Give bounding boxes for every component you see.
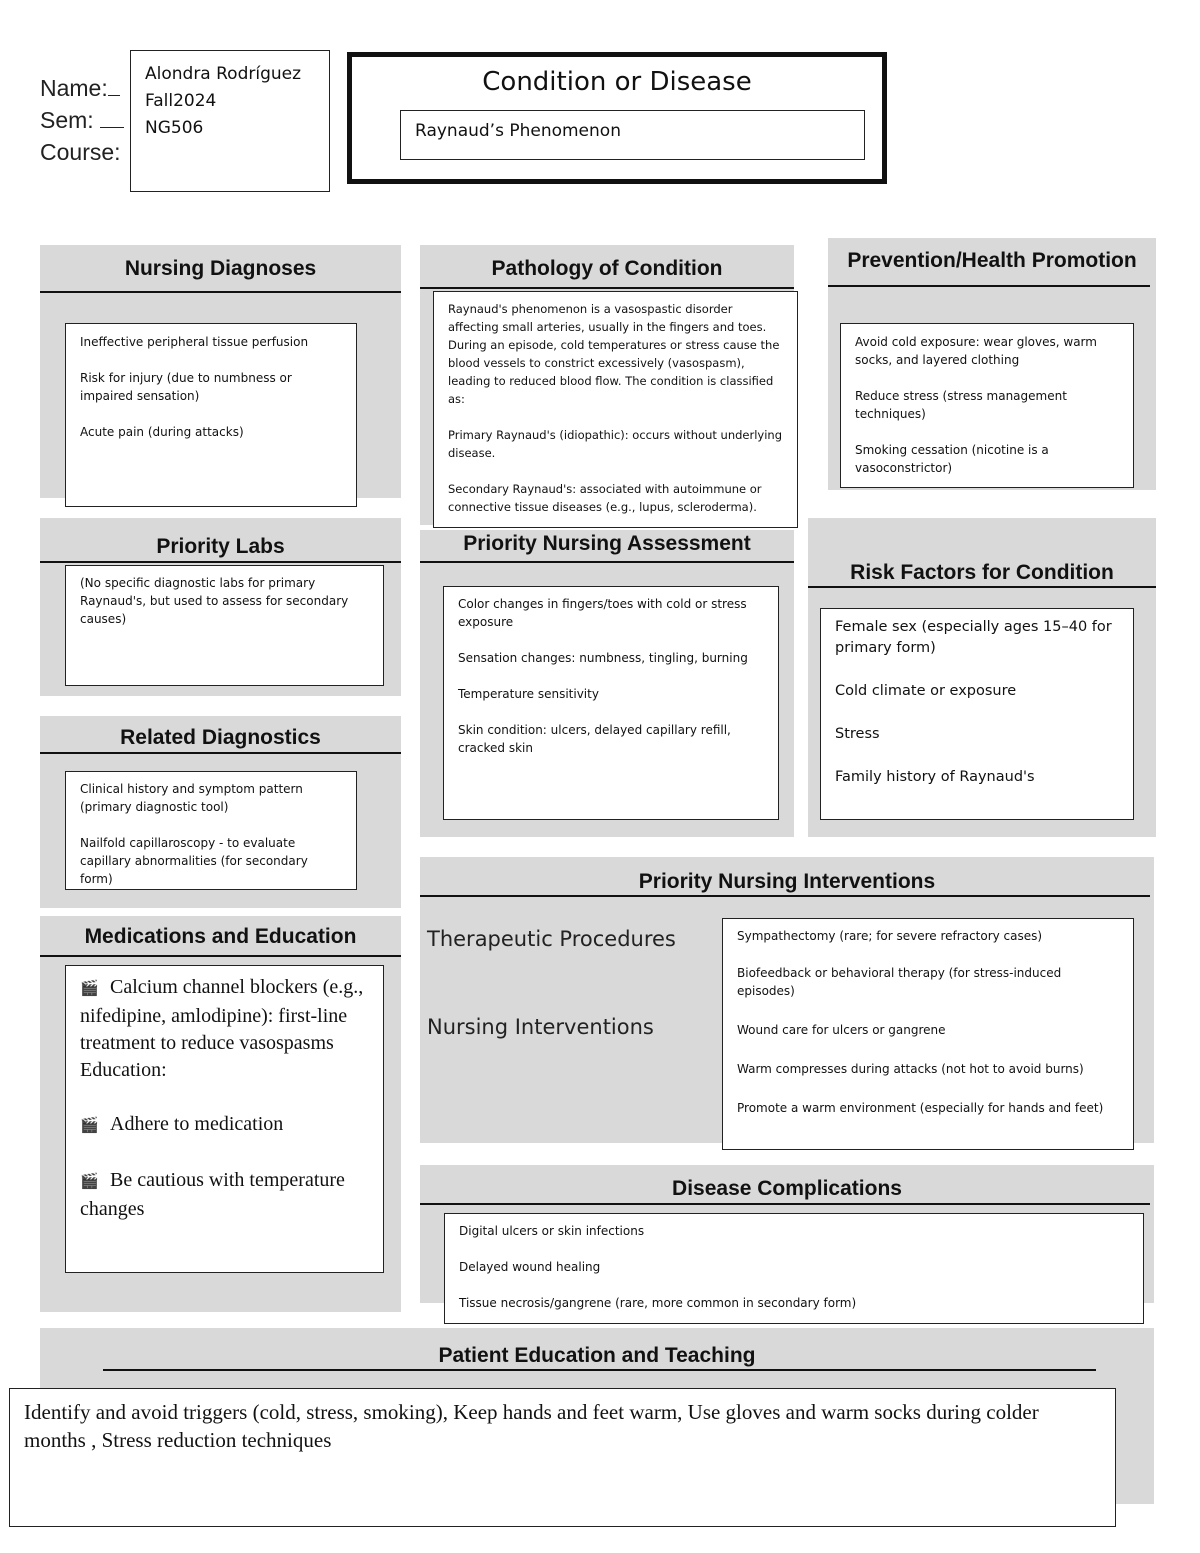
- student-name: Alondra Rodríguez: [145, 64, 302, 84]
- list-item: Raynaud's phenomenon is a vasospastic disorder affecting small arteries, usually in the fingers and toes. During an episode, cold temperatures or stress cause the blood vessels to constrict excessively (vasospasm), leading to reduced blood flow. The condition is classified as:: [448, 302, 780, 406]
- course-value: NG506: [145, 118, 204, 138]
- list-item: Stress: [835, 726, 880, 742]
- assessment-box: [443, 586, 779, 820]
- sem-label: Sem:: [40, 104, 124, 136]
- education-item: 🎬 Be cautious with temperature changes: [80, 1169, 345, 1220]
- list-item: Avoid cold exposure: wear gloves, warm socks, and layered clothing: [855, 335, 1097, 367]
- list-item: Sympathectomy (rare; for severe refractory cases): [737, 929, 1043, 943]
- header-labels: [40, 72, 124, 168]
- list-item: (No specific diagnostic labs for primary Raynaud's, but used to assess for secondary causes): [80, 576, 349, 626]
- list-item: Family history of Raynaud's: [835, 769, 1035, 785]
- divider: [40, 955, 401, 957]
- divider: [40, 752, 401, 754]
- pathology-title: Pathology of Condition: [491, 257, 723, 280]
- condition-box: [347, 52, 887, 184]
- list-item: Female sex (especially ages 15–40 for primary form): [835, 619, 1112, 656]
- risk-factors-box: [820, 608, 1134, 820]
- clapperboard-icon: 🎬: [80, 1118, 99, 1134]
- divider: [420, 1203, 1150, 1205]
- list-item: Skin condition: ulcers, delayed capillary refill, cracked skin: [458, 723, 731, 755]
- course-label: Course:: [40, 139, 121, 165]
- condition-value: Raynaud’s Phenomenon: [400, 110, 865, 160]
- semester-value: Fall2024: [145, 91, 217, 111]
- list-item: Promote a warm environment (especially for hands and feet): [737, 1101, 1104, 1115]
- medications-box: [65, 965, 384, 1273]
- list-item: Secondary Raynaud's: associated with autoimmune or connective tissue diseases (e.g., lupus, scleroderma).: [448, 482, 762, 514]
- medication-item: 🎬 Calcium channel blockers (e.g., nifedipine, amlodipine): first-line treatment to reduce vasospasms: [80, 976, 364, 1054]
- list-item: Smoking cessation (nicotine is a vasoconstrictor): [855, 443, 1049, 475]
- education-label: Education:: [80, 1059, 167, 1081]
- related-diagnostics-title: Related Diagnostics: [120, 726, 321, 749]
- patient-education-text: Identify and avoid triggers (cold, stress, smoking), Keep hands and feet warm, Use gloves and warm socks during colder months , Stress reduction techniques: [24, 1400, 1039, 1452]
- list-item: Delayed wound healing: [459, 1260, 601, 1274]
- interventions-box: [722, 918, 1134, 1150]
- list-item: Digital ulcers or skin infections: [459, 1224, 645, 1238]
- list-item: Risk for injury (due to numbness or impaired sensation): [80, 371, 292, 403]
- risk-factors-title: Risk Factors for Condition: [850, 561, 1114, 584]
- student-info-box: [130, 50, 330, 192]
- clapperboard-icon: 🎬: [80, 981, 99, 997]
- education-item: 🎬 Adhere to medication: [80, 1111, 369, 1140]
- divider: [40, 291, 401, 293]
- divider: [103, 1369, 1096, 1371]
- list-item: Biofeedback or behavioral therapy (for stress-induced episodes): [737, 966, 1062, 998]
- patient-education-title: Patient Education and Teaching: [438, 1344, 756, 1367]
- condition-title: Condition or Disease: [482, 67, 752, 97]
- list-item: Acute pain (during attacks): [80, 425, 244, 439]
- list-item: Clinical history and symptom pattern (primary diagnostic tool): [80, 782, 303, 814]
- divider: [420, 287, 794, 289]
- prevention-title: Prevention/Health Promotion: [847, 249, 1137, 272]
- prevention-box: [840, 323, 1134, 488]
- list-item: Sensation changes: numbness, tingling, burning: [458, 651, 748, 665]
- list-item: Nailfold capillaroscopy - to evaluate capillary abnormalities (for secondary form): [80, 836, 308, 886]
- interventions-title: Priority Nursing Interventions: [638, 870, 936, 893]
- list-item: Reduce stress (stress management techniques): [855, 389, 1067, 421]
- complications-title: Disease Complications: [672, 1177, 902, 1200]
- nursing-diagnoses-box: [65, 323, 357, 507]
- divider: [828, 285, 1150, 287]
- nursing-interventions-label: Nursing Interventions: [427, 1015, 654, 1039]
- priority-labs-box: [65, 565, 384, 686]
- name-label: Name:: [40, 72, 124, 104]
- assessment-title: Priority Nursing Assessment: [463, 532, 751, 555]
- clapperboard-icon: 🎬: [80, 1174, 99, 1190]
- patient-education-box: [9, 1388, 1116, 1527]
- pathology-box: [433, 291, 798, 528]
- medications-title: Medications and Education: [84, 925, 357, 948]
- list-item: Color changes in fingers/toes with cold or stress exposure: [458, 597, 747, 629]
- list-item: Cold climate or exposure: [835, 683, 1017, 699]
- list-item: Temperature sensitivity: [458, 687, 599, 701]
- therapeutic-procedures-label: Therapeutic Procedures: [427, 927, 676, 951]
- list-item: Ineffective peripheral tissue perfusion: [80, 335, 309, 349]
- list-item: Warm compresses during attacks (not hot to avoid burns): [737, 1062, 1084, 1076]
- divider: [40, 561, 401, 563]
- complications-box: [444, 1213, 1144, 1324]
- list-item: Tissue necrosis/gangrene (rare, more common in secondary form): [459, 1296, 857, 1310]
- divider: [420, 895, 1150, 897]
- nursing-diagnoses-title: Nursing Diagnoses: [124, 257, 317, 280]
- priority-labs-title: Priority Labs: [156, 535, 285, 558]
- list-item: Primary Raynaud's (idiopathic): occurs without underlying disease.: [448, 428, 783, 460]
- related-diagnostics-box: [65, 771, 357, 890]
- divider: [808, 586, 1156, 588]
- list-item: Wound care for ulcers or gangrene: [737, 1023, 946, 1037]
- divider: [420, 561, 794, 563]
